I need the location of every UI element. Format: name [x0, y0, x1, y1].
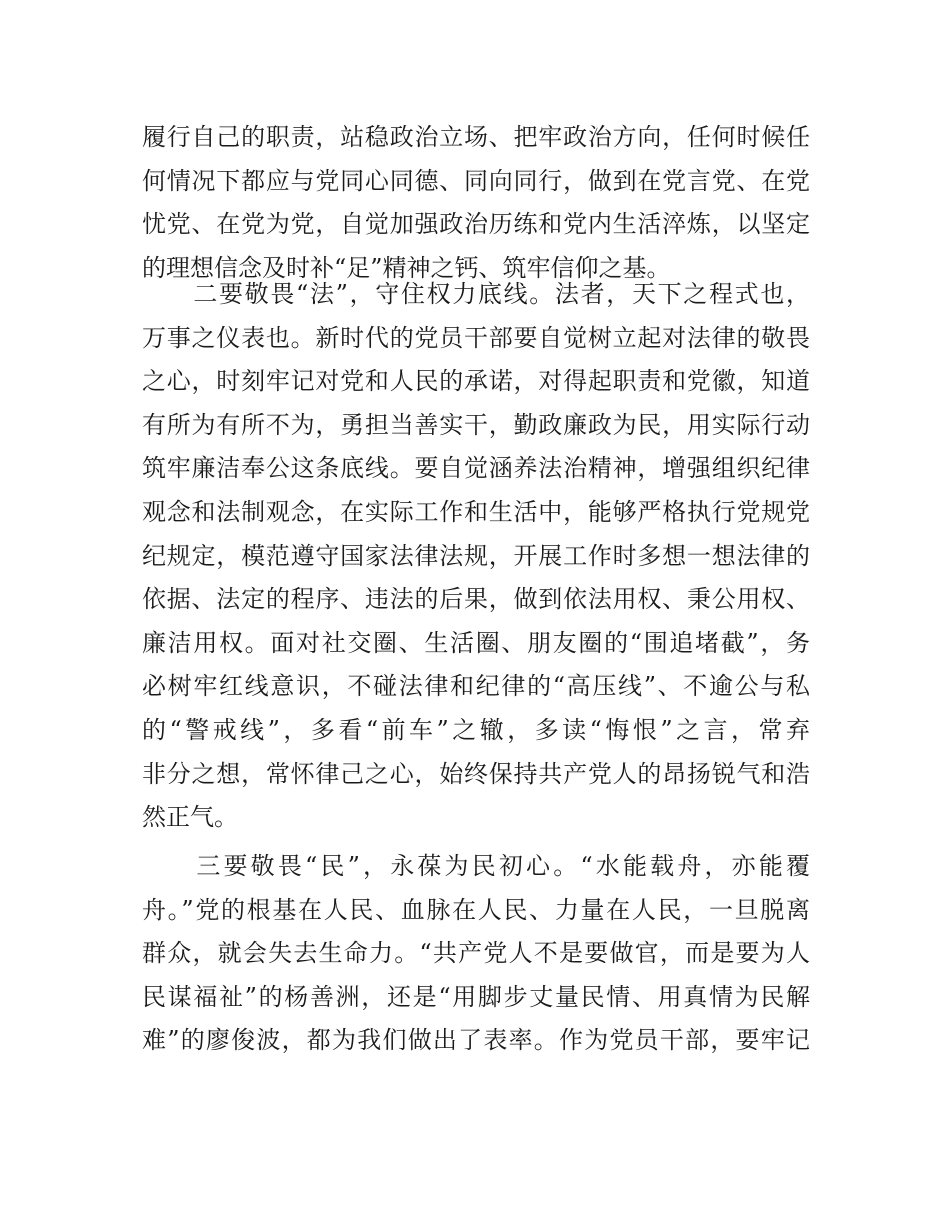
text-line: 二要敬畏“法”，守住权力底线。法者，天下之程式也，	[142, 280, 810, 308]
text-line: 万事之仪表也。新时代的党员干部要自觉树立起对法律的敬畏	[142, 323, 810, 352]
text-line: 廉洁用权。面对社交圈、生活圈、朋友圈的“围追堵截”，务	[142, 628, 810, 657]
text-line: 观念和法制观念，在实际工作和生活中，能够严格执行党规党	[142, 497, 810, 526]
text-line: 难”的廖俊波，都为我们做出了表率。作为党员干部，要牢记	[142, 1026, 810, 1055]
text-line: 然正气。	[142, 803, 238, 832]
text-line: 筑牢廉洁奉公这条底线。要自觉涵养法治精神，增强组织纪律	[142, 454, 810, 483]
text-line: 的理想信念及时补“足”精神之钙、筑牢信仰之基。	[142, 253, 671, 282]
text-line: 必树牢红线意识，不碰法律和纪律的“高压线”、不逾公与私	[142, 672, 810, 701]
text-line: 民谋福祉”的杨善洲，还是“用脚步丈量民情、用真情为民解	[142, 982, 810, 1011]
text-line: 何情况下都应与党同心同德、同向同行，做到在党言党、在党	[142, 166, 810, 195]
text-line: 有所为有所不为，勇担当善实干，勤政廉政为民，用实际行动	[142, 410, 810, 439]
text-line: 三要敬畏“民”，永葆为民初心。“水能载舟，亦能覆	[142, 852, 810, 880]
text-line: 纪规定，模范遵守国家法律法规，开展工作时多想一想法律的	[142, 541, 810, 570]
text-line: 舟。”党的根基在人民、血脉在人民、力量在人民，一旦脱离	[142, 895, 810, 924]
text-line: 履行自己的职责，站稳政治立场、把牢政治方向，任何时候任	[142, 123, 810, 151]
paragraph-1	[142, 116, 810, 290]
text-line: 依据、法定的程序、违法的后果，做到依法用权、秉公用权、	[142, 585, 810, 614]
paragraph-2	[142, 273, 810, 840]
text-line: 非分之想，常怀律己之心，始终保持共产党人的昂扬锐气和浩	[142, 759, 810, 788]
text-line: 之心，时刻牢记对党和人民的承诺，对得起职责和党徽，知道	[142, 367, 810, 396]
paragraph-3	[142, 845, 810, 1063]
text-line: 的“警戒线”，多看“前车”之辙，多读“悔恨”之言，常弃	[142, 715, 810, 744]
text-line: 忧党、在党为党，自觉加强政治历练和党内生活淬炼，以坚定	[142, 210, 810, 239]
text-line: 群众，就会失去生命力。“共产党人不是要做官，而是要为人	[142, 939, 810, 968]
